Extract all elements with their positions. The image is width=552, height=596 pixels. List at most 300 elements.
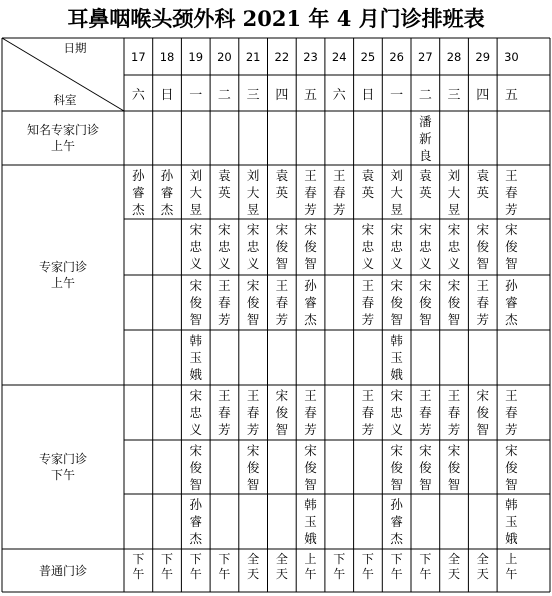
cell-char: 大: [390, 185, 403, 200]
cell-char: 午: [419, 566, 432, 581]
cell-char: 智: [304, 477, 317, 492]
weekday-cell: 五: [504, 87, 518, 103]
cell-char: 袁: [218, 168, 231, 183]
expert-afternoon-cell: [268, 387, 297, 440]
cell-char: 大: [189, 185, 202, 200]
weekday-cell: 四: [476, 87, 490, 103]
cell-char: 杰: [160, 202, 174, 217]
expert-morning-cell: [239, 221, 268, 275]
cell-char: 娥: [304, 531, 317, 546]
expert-morning-cell: [181, 277, 210, 330]
expert-morning-cell: [468, 167, 497, 219]
expert-morning-cell: [124, 167, 153, 219]
expert-morning-cell: [382, 277, 411, 330]
cell-char: 忠: [447, 239, 461, 254]
expert-afternoon-cell: [468, 387, 497, 440]
cell-char: 孙: [505, 278, 518, 293]
cell-char: 俊: [246, 295, 260, 310]
cell-char: 春: [505, 185, 518, 200]
expert-afternoon-cell: [354, 387, 383, 440]
cell-char: 芳: [361, 422, 375, 437]
cell-char: 杰: [505, 312, 518, 327]
general-clinic-cell: [411, 552, 440, 592]
cell-char: 春: [361, 405, 375, 420]
expert-morning-cell: [210, 167, 239, 219]
general-clinic-cell: [239, 552, 268, 592]
cell-char: 玉: [304, 514, 317, 529]
cell-char: 俊: [189, 295, 202, 310]
cell-char: 宋: [189, 388, 202, 403]
expert-morning-cell: [497, 167, 526, 219]
cell-char: 宋: [246, 222, 260, 237]
date-cell: 26: [389, 49, 404, 64]
expert-afternoon-cell: [210, 387, 239, 440]
cell-char: 义: [419, 256, 432, 271]
weekday-cell: 二: [418, 87, 432, 103]
expert-afternoon-cell: [411, 387, 440, 440]
general-clinic-cell: [124, 552, 153, 592]
cell-char: 昱: [447, 202, 461, 217]
cell-char: 宋: [390, 388, 403, 403]
cell-char: 杰: [132, 202, 145, 217]
cell-char: 智: [390, 477, 403, 492]
cell-char: 宋: [246, 443, 260, 458]
general-clinic-cell: [153, 552, 182, 592]
expert-afternoon-label-line: 专家门诊: [38, 452, 87, 466]
cell-char: 俊: [304, 239, 317, 254]
cell-char: 玉: [189, 350, 202, 365]
expert-afternoon-cell: [497, 442, 526, 494]
weekday-cell: 五: [304, 87, 318, 103]
expert-morning-label-line: 专家门诊: [38, 260, 87, 274]
expert-morning-cell: [468, 277, 497, 330]
cell-char: 午: [218, 566, 231, 581]
cell-char: 下: [161, 552, 174, 566]
cell-char: 春: [332, 185, 346, 200]
cell-char: 睿: [132, 185, 145, 200]
cell-char: 玉: [390, 350, 403, 365]
cell-char: 孙: [390, 497, 403, 512]
expert-afternoon-cell: [239, 387, 268, 440]
weekday-cell: 日: [361, 87, 375, 103]
cell-char: 芳: [218, 422, 231, 437]
cell-char: 芳: [505, 202, 518, 217]
cell-char: 韩: [189, 333, 202, 348]
cell-char: 睿: [505, 295, 518, 310]
cell-char: 英: [419, 185, 432, 200]
cell-char: 王: [361, 388, 375, 403]
famous-clinic-label: [2, 111, 124, 165]
cell-char: 俊: [419, 295, 432, 310]
general-clinic-cell: [440, 552, 469, 592]
cell-char: 睿: [189, 514, 202, 529]
general-clinic-cell: [296, 552, 325, 592]
cell-char: 天: [476, 566, 489, 581]
cell-char: 芳: [275, 312, 289, 327]
cell-char: 午: [161, 566, 174, 581]
cell-char: 智: [419, 477, 432, 492]
cell-char: 王: [361, 278, 375, 293]
general-clinic-label: [2, 549, 124, 592]
cell-char: 英: [218, 185, 231, 200]
cell-char: 英: [361, 185, 375, 200]
expert-afternoon-cell: [181, 387, 210, 440]
expert-morning-cell: [468, 221, 497, 275]
cell-char: 昱: [390, 202, 403, 217]
cell-char: 韩: [390, 333, 403, 348]
date-cell: 21: [245, 49, 261, 64]
cell-char: 智: [304, 256, 317, 271]
expert-afternoon-cell: [382, 387, 411, 440]
cell-char: 春: [419, 405, 432, 420]
date-cell: 30: [504, 49, 519, 64]
cell-char: 杰: [304, 312, 317, 327]
cell-char: 杰: [390, 531, 403, 546]
expert-morning-cell: [153, 167, 182, 219]
cell-char: 俊: [476, 239, 489, 254]
cell-char: 王: [419, 388, 432, 403]
expert-morning-cell: [382, 167, 411, 219]
expert-afternoon-cell: [382, 442, 411, 494]
cell-char: 宋: [447, 222, 461, 237]
expert-afternoon-cell: [239, 442, 268, 494]
expert-morning-cell: [440, 277, 469, 330]
cell-char: 芳: [304, 422, 317, 437]
expert-afternoon-cell: [497, 496, 526, 549]
expert-morning-cell: [296, 167, 325, 219]
expert-morning-cell: [239, 167, 268, 219]
cell-char: 义: [390, 422, 403, 437]
cell-char: 宋: [419, 222, 432, 237]
cell-char: 春: [304, 405, 317, 420]
cell-char: 宋: [390, 278, 403, 293]
weekday-cell: 六: [332, 87, 346, 103]
expert-morning-cell: [325, 167, 354, 219]
weekday-cell: 三: [447, 87, 461, 103]
expert-morning-cell: [497, 221, 526, 275]
expert-afternoon-cell: [440, 442, 469, 494]
expert-afternoon-cell: [440, 387, 469, 440]
expert-morning-cell: [296, 221, 325, 275]
cell-char: 英: [275, 185, 289, 200]
expert-afternoon-cell: [497, 387, 526, 440]
cell-char: 义: [447, 256, 461, 271]
cell-char: 下: [218, 552, 231, 566]
weekday-cell: 一: [189, 87, 203, 103]
cell-char: 俊: [476, 405, 489, 420]
weekday-cell: 二: [217, 87, 231, 103]
cell-char: 宋: [275, 388, 289, 403]
cell-char: 全: [247, 552, 260, 566]
cell-char: 王: [505, 168, 518, 183]
cell-char: 宋: [304, 222, 317, 237]
date-cell: 27: [418, 49, 433, 64]
date-cell: 29: [475, 49, 491, 64]
cell-char: 王: [332, 168, 346, 183]
cell-char: 智: [189, 312, 202, 327]
expert-morning-cell: [268, 221, 297, 275]
weekday-cell: 一: [390, 87, 404, 103]
cell-char: 潘: [419, 114, 432, 129]
expert-morning-cell: [354, 221, 383, 275]
cell-char: 春: [505, 405, 518, 420]
cell-char: 午: [333, 566, 346, 581]
cell-char: 宋: [476, 388, 489, 403]
cell-char: 智: [476, 422, 489, 437]
cell-char: 忠: [246, 239, 260, 254]
cell-char: 智: [505, 477, 518, 492]
cell-char: 睿: [390, 514, 403, 529]
cell-char: 宋: [361, 222, 375, 237]
expert-morning-cell: [181, 167, 210, 219]
expert-morning-cell: [239, 277, 268, 330]
expert-morning-cell: [268, 277, 297, 330]
cell-char: 春: [304, 185, 317, 200]
cell-char: 全: [275, 552, 288, 566]
cell-char: 刘: [246, 168, 260, 183]
general-clinic-label-line: 普通门诊: [38, 563, 87, 578]
cell-char: 芳: [246, 422, 260, 437]
cell-char: 忠: [189, 239, 202, 254]
cell-char: 午: [132, 566, 145, 581]
cell-char: 宋: [275, 222, 289, 237]
cell-char: 宋: [447, 443, 461, 458]
expert-morning-cell: [268, 167, 297, 219]
cell-char: 芳: [447, 422, 461, 437]
page-title: 耳鼻咽喉头颈外科 2021 年 4 月门诊排班表: [67, 6, 485, 31]
expert-afternoon-cell: [382, 496, 411, 549]
cell-char: 上: [505, 552, 518, 566]
weekday-cell: 日: [160, 87, 174, 103]
cell-char: 义: [390, 256, 403, 271]
cell-char: 孙: [132, 168, 145, 183]
cell-char: 宋: [505, 443, 518, 458]
cell-char: 智: [476, 256, 489, 271]
cell-char: 刘: [390, 168, 403, 183]
cell-char: 芳: [476, 312, 489, 327]
cell-char: 宋: [246, 278, 260, 293]
cell-char: 午: [189, 566, 202, 581]
cell-char: 春: [218, 295, 231, 310]
cell-char: 义: [189, 422, 202, 437]
expert-afternoon-cell: [296, 496, 325, 549]
cell-char: 智: [390, 312, 403, 327]
expert-morning-cell: [296, 277, 325, 330]
cell-char: 俊: [419, 460, 432, 475]
cell-char: 下: [132, 552, 145, 566]
cell-char: 俊: [246, 460, 260, 475]
date-cell: 19: [188, 49, 204, 64]
cell-char: 王: [246, 388, 260, 403]
cell-char: 俊: [275, 239, 289, 254]
cell-char: 宋: [505, 222, 518, 237]
expert-morning-cell: [440, 167, 469, 219]
cell-char: 忠: [361, 239, 375, 254]
cell-char: 俊: [505, 239, 518, 254]
weekday-cell: 三: [246, 87, 260, 103]
date-cell: 25: [360, 49, 376, 64]
cell-char: 忠: [390, 405, 403, 420]
expert-morning-cell: [382, 221, 411, 275]
cell-char: 袁: [361, 168, 375, 183]
cell-char: 义: [246, 256, 260, 271]
cell-char: 孙: [160, 168, 174, 183]
cell-char: 宋: [447, 278, 461, 293]
cell-char: 智: [505, 256, 518, 271]
general-clinic-cell: [497, 552, 526, 592]
cell-char: 智: [189, 477, 202, 492]
cell-char: 俊: [447, 295, 461, 310]
cell-char: 孙: [304, 278, 317, 293]
famous-doctor-cell: [411, 113, 440, 165]
cell-char: 午: [304, 566, 317, 581]
cell-char: 智: [275, 256, 289, 271]
cell-char: 王: [218, 278, 231, 293]
expert-morning-cell: [181, 221, 210, 275]
cell-char: 玉: [505, 514, 518, 529]
cell-char: 宋: [390, 443, 403, 458]
cell-char: 袁: [275, 168, 289, 183]
cell-char: 智: [246, 477, 260, 492]
cell-char: 午: [505, 566, 518, 581]
expert-morning-cell: [354, 277, 383, 330]
expert-morning-cell: [210, 277, 239, 330]
cell-char: 忠: [419, 239, 432, 254]
cell-char: 下: [333, 552, 346, 566]
date-cell: 24: [331, 49, 347, 64]
general-clinic-cell: [468, 552, 497, 592]
cell-char: 忠: [390, 239, 403, 254]
cell-char: 忠: [218, 239, 231, 254]
cell-char: 睿: [160, 185, 174, 200]
expert-afternoon-label: [2, 385, 124, 549]
cell-char: 芳: [505, 422, 518, 437]
cell-char: 芳: [332, 202, 346, 217]
cell-char: 宋: [218, 222, 231, 237]
cell-char: 下: [361, 552, 374, 566]
cell-char: 下: [419, 552, 432, 566]
expert-afternoon-cell: [181, 442, 210, 494]
cell-char: 王: [275, 278, 289, 293]
expert-morning-label: [2, 165, 124, 385]
cell-char: 春: [275, 295, 289, 310]
cell-char: 俊: [304, 460, 317, 475]
cell-char: 英: [476, 185, 489, 200]
expert-afternoon-cell: [411, 442, 440, 494]
cell-char: 忠: [189, 405, 202, 420]
cell-char: 全: [448, 552, 461, 566]
cell-char: 春: [476, 295, 489, 310]
expert-morning-cell: [411, 167, 440, 219]
date-cell: 23: [303, 49, 318, 64]
cell-char: 睿: [304, 295, 317, 310]
expert-morning-label-line: 上午: [50, 276, 75, 290]
cell-char: 春: [246, 405, 260, 420]
cell-char: 昱: [246, 202, 260, 217]
expert-afternoon-cell: [296, 442, 325, 494]
cell-char: 义: [218, 256, 231, 271]
cell-char: 天: [448, 566, 461, 581]
date-cell: 18: [159, 49, 175, 64]
date-cell: 28: [446, 49, 462, 64]
cell-char: 春: [218, 405, 231, 420]
cell-char: 俊: [447, 460, 461, 475]
cell-char: 智: [447, 477, 461, 492]
cell-char: 宋: [189, 278, 202, 293]
cell-char: 义: [189, 256, 202, 271]
weekday-cell: 六: [131, 87, 145, 103]
cell-char: 俊: [189, 460, 202, 475]
cell-char: 天: [247, 566, 260, 581]
cell-char: 春: [447, 405, 461, 420]
expert-morning-cell: [497, 277, 526, 330]
cell-char: 智: [419, 312, 432, 327]
cell-char: 芳: [419, 422, 432, 437]
cell-char: 全: [476, 552, 489, 566]
cell-char: 昱: [189, 202, 202, 217]
cell-char: 下: [189, 552, 202, 566]
general-clinic-cell: [325, 552, 354, 592]
cell-char: 刘: [189, 168, 202, 183]
cell-char: 韩: [304, 497, 317, 512]
cell-char: 袁: [419, 168, 432, 183]
cell-char: 宋: [476, 222, 489, 237]
cell-char: 俊: [505, 460, 518, 475]
cell-char: 新: [419, 131, 432, 146]
cell-char: 杰: [189, 531, 202, 546]
cell-char: 芳: [361, 312, 375, 327]
cell-char: 娥: [189, 367, 202, 382]
cell-char: 宋: [189, 222, 202, 237]
general-clinic-cell: [354, 552, 383, 592]
expert-morning-cell: [210, 221, 239, 275]
cell-char: 宋: [304, 443, 317, 458]
cell-char: 下: [390, 552, 403, 566]
cell-char: 宋: [390, 222, 403, 237]
cell-char: 智: [275, 422, 289, 437]
cell-char: 俊: [390, 460, 403, 475]
cell-char: 俊: [275, 405, 289, 420]
cell-char: 午: [390, 566, 403, 581]
expert-morning-cell: [354, 167, 383, 219]
cell-char: 王: [304, 388, 317, 403]
cell-char: 王: [447, 388, 461, 403]
cell-char: 良: [419, 148, 432, 163]
cell-char: 芳: [218, 312, 231, 327]
general-clinic-cell: [181, 552, 210, 592]
cell-char: 午: [361, 566, 374, 581]
date-header-label: 日期: [63, 41, 87, 55]
weekday-cell: 四: [275, 87, 289, 103]
general-clinic-cell: [382, 552, 411, 592]
cell-char: 娥: [505, 531, 518, 546]
cell-char: 春: [361, 295, 375, 310]
general-clinic-cell: [210, 552, 239, 592]
expert-morning-cell: [440, 221, 469, 275]
cell-char: 宋: [189, 443, 202, 458]
cell-char: 刘: [447, 168, 461, 183]
date-cell: 20: [217, 49, 232, 64]
cell-char: 孙: [189, 497, 202, 512]
cell-char: 智: [246, 312, 260, 327]
cell-char: 义: [361, 256, 375, 271]
cell-char: 宋: [419, 443, 432, 458]
date-cell: 17: [131, 49, 146, 64]
expert-afternoon-label-line: 下午: [50, 468, 75, 482]
date-cell: 22: [274, 49, 290, 64]
cell-char: 袁: [476, 168, 489, 183]
cell-char: 娥: [390, 367, 403, 382]
